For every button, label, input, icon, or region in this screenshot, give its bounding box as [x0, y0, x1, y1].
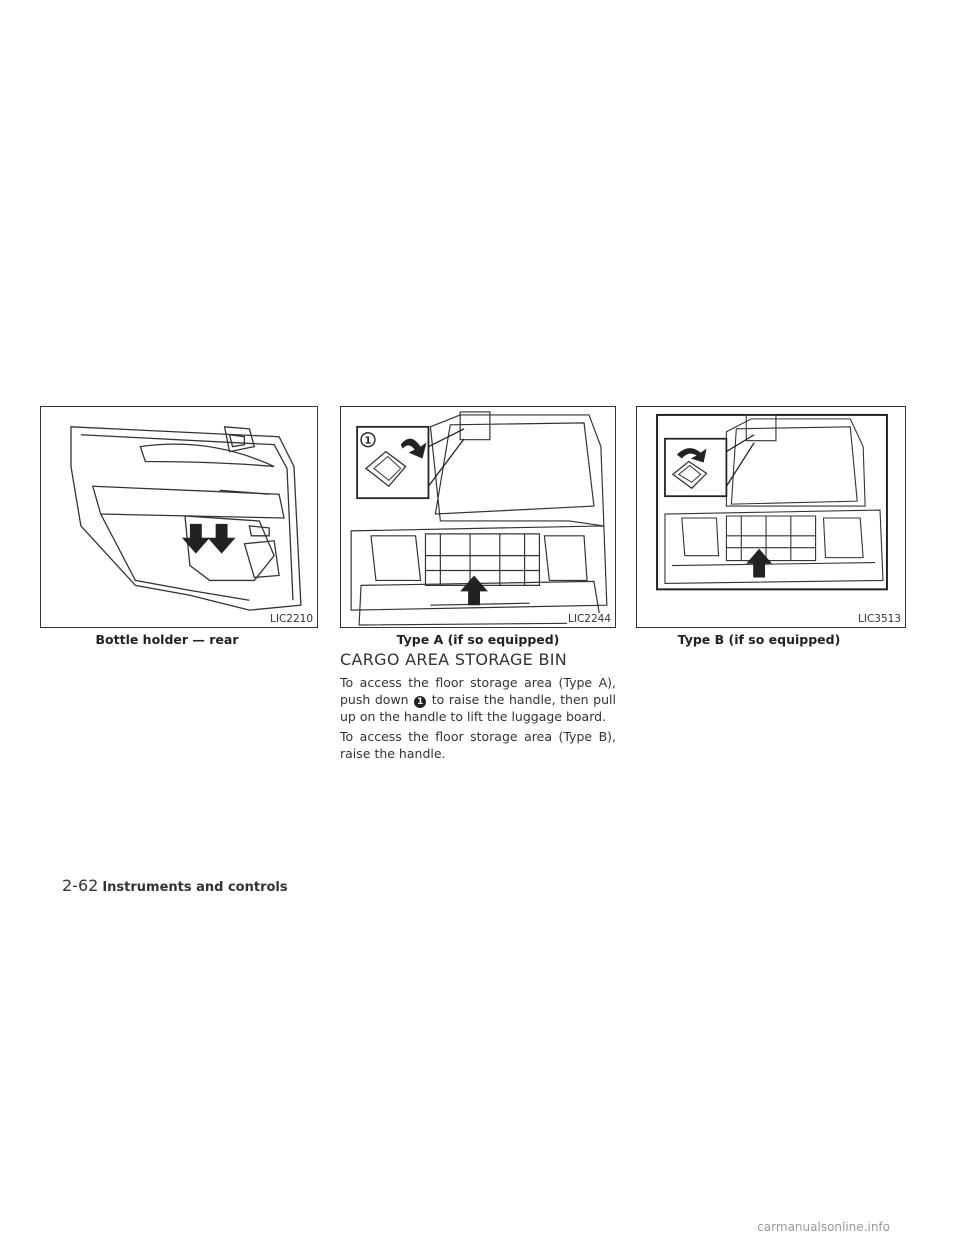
callout-marker: 1: [364, 435, 372, 447]
figure-type-b: [636, 406, 906, 628]
figure-bottle-holder: [40, 406, 318, 628]
down-arrow-icon: [182, 524, 236, 554]
callout-marker: 1: [414, 696, 426, 708]
page-number: 2-62: [62, 876, 99, 895]
paragraph-type-a: [340, 674, 616, 725]
figure-code: LIC2210: [270, 613, 313, 625]
paragraph-type-b: To access the floor storage area (Type B), raise the handle.: [340, 729, 616, 761]
cargo-area-type-a-illustration: [341, 407, 615, 627]
footer-section-title: Instruments and controls: [102, 880, 288, 895]
figure-code: LIC2244: [568, 613, 611, 625]
figure-code: LIC3513: [858, 613, 901, 625]
cargo-area-type-b-illustration: [637, 407, 905, 627]
up-arrow-icon: [460, 575, 488, 605]
watermark: carmanualsonline.info: [757, 1220, 890, 1234]
figure-type-a: [340, 406, 616, 628]
paragraph-text: To access the floor storage area (Type A), push down: [340, 675, 616, 707]
figure-caption: Bottle holder — rear: [95, 632, 239, 647]
figure-caption: Type A (if so equipped): [396, 632, 560, 647]
page-footer: [62, 876, 288, 895]
section-heading: CARGO AREA STORAGE BIN: [340, 650, 568, 669]
door-panel-illustration: [41, 407, 317, 627]
paragraph-text: to raise the handle, then pull up on the handle to lift the luggage board.: [340, 692, 616, 724]
figure-caption: Type B (if so equipped): [677, 632, 841, 647]
up-arrow-icon: [746, 549, 772, 578]
callout-inset: [665, 435, 754, 496]
